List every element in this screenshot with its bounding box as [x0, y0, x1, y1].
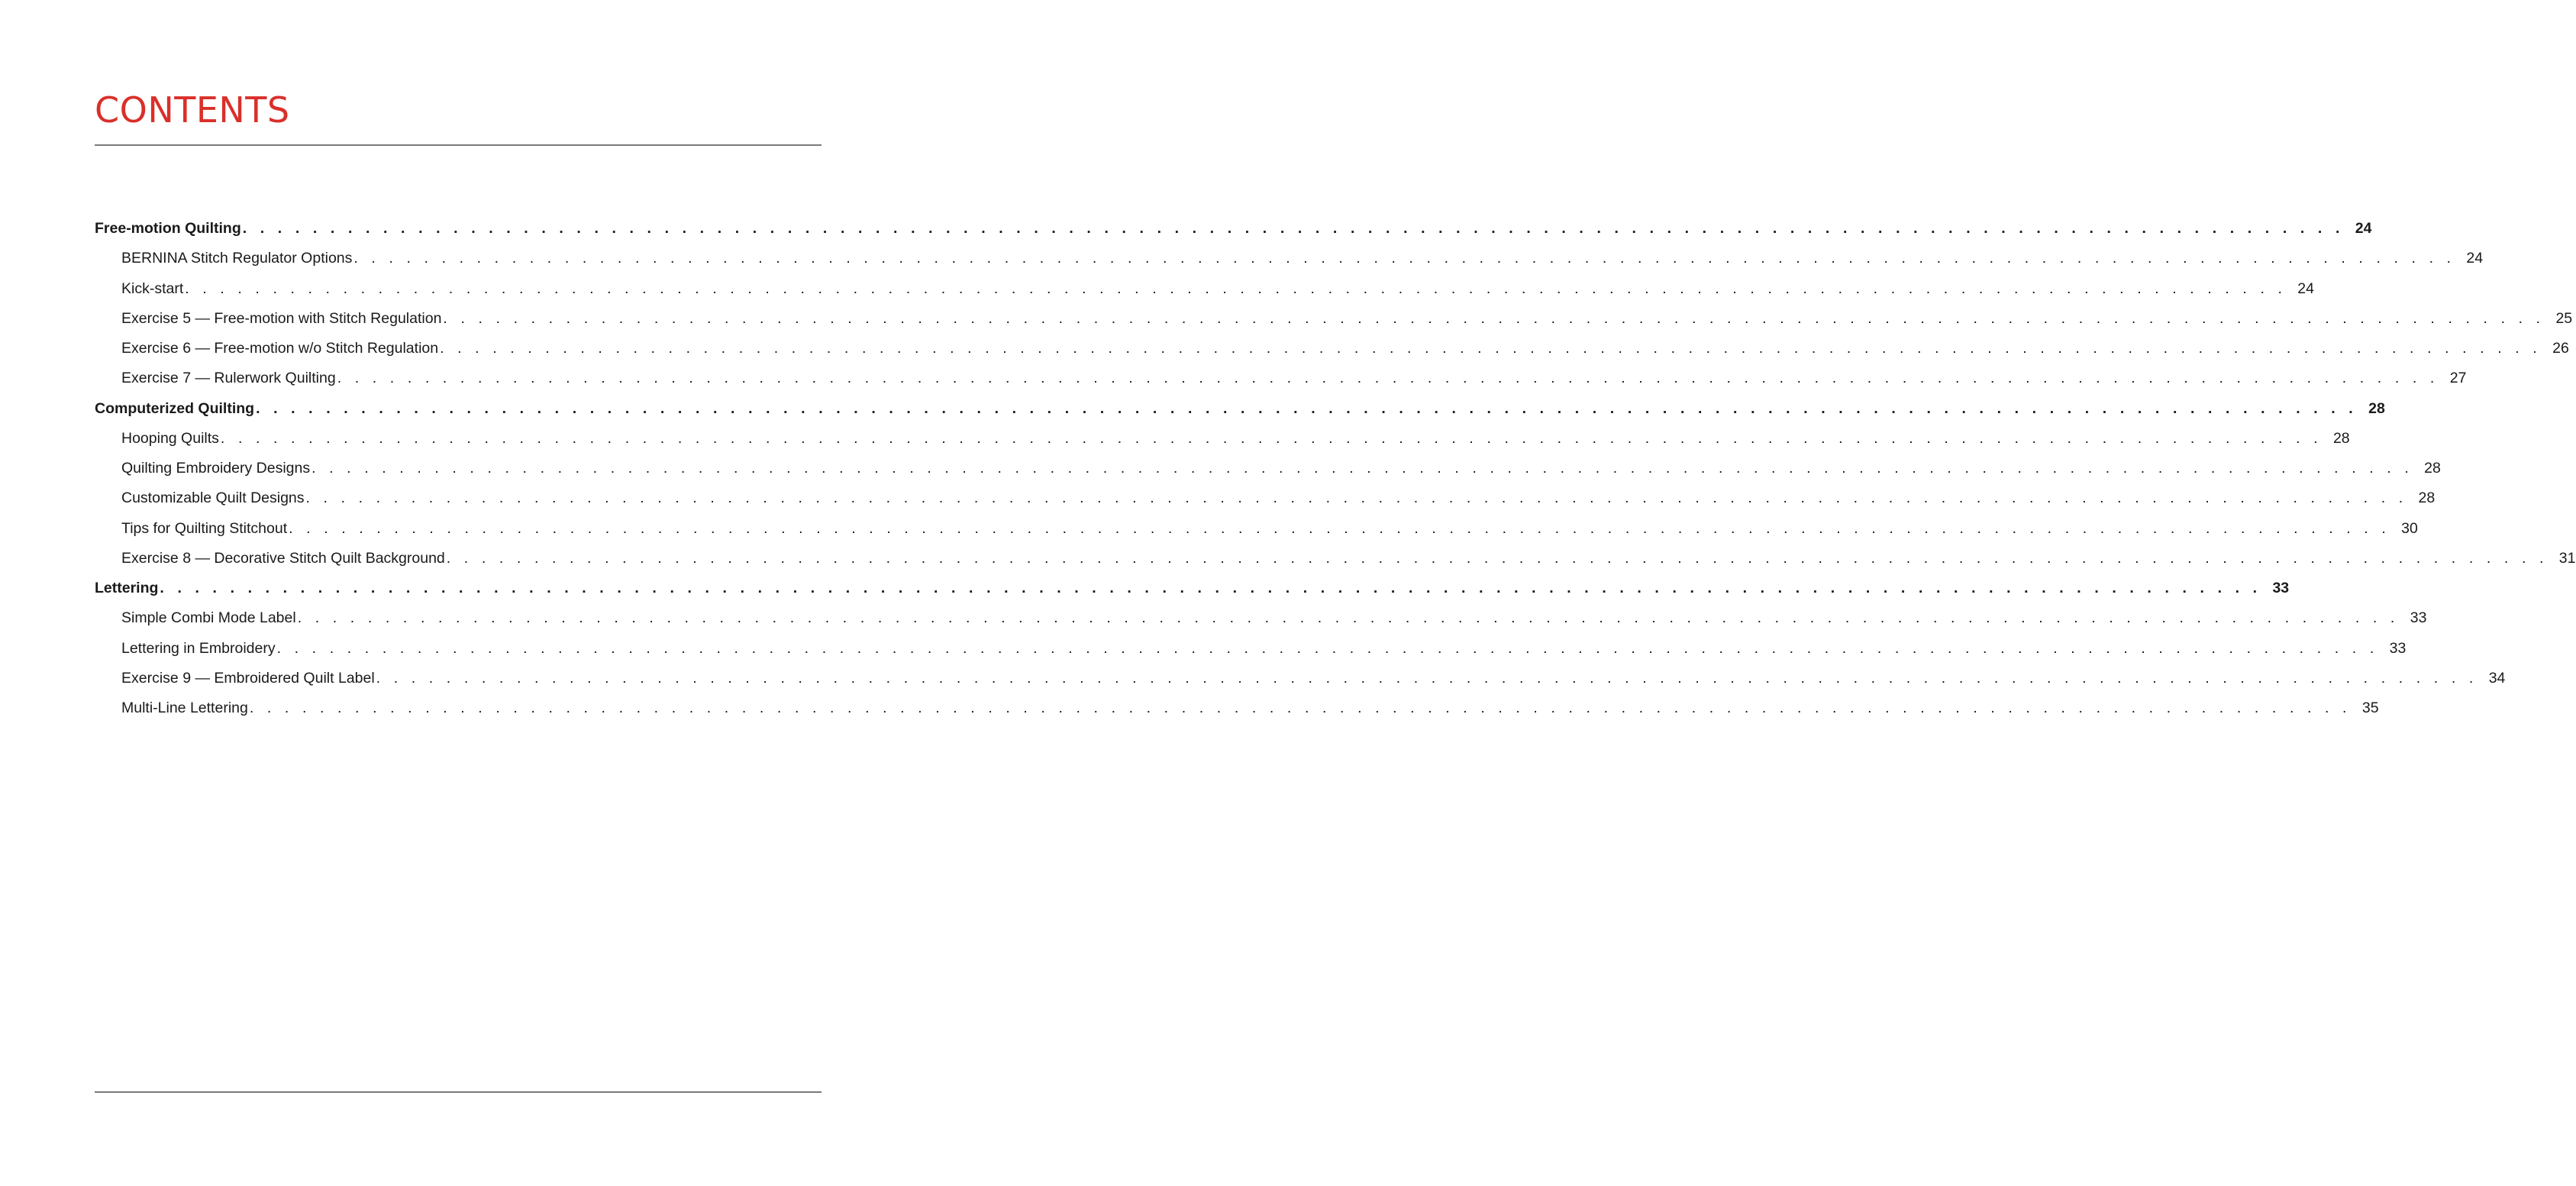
toc-entry-title: Hooping Quilts	[121, 429, 219, 447]
toc-entry-row[interactable]	[95, 364, 2467, 393]
toc-entry-title: Lettering in Embroidery	[121, 639, 276, 657]
toc-section-title: Computerized Quilting	[95, 399, 255, 417]
dot-leader: . . . . . . . . . . . . . . . . . . . . . . . . . . . . . . . . . . . . . . . . . . . . . . . . . . . . . . . . . . . . . . . . . . . . . . . . . . . . . . . . . . . . . . . . . . . . . . . . . . . . . . . . . . . . . . . . . . . . . . . .	[276, 639, 2379, 657]
toc-page-number: 34	[2488, 669, 2506, 687]
dot-leader: . . . . . . . . . . . . . . . . . . . . . . . . . . . . . . . . . . . . . . . . . . . . . . . . . . . . . . . . . . . . . . . . . . . . . . . . . . . . . . . . . . . . . . . . . . . . . . . . . . . . . . . . . . . . . . . . . . . . . . . .	[446, 549, 2549, 567]
toc-page-number: 24	[2297, 280, 2314, 297]
dot-leader: . . . . . . . . . . . . . . . . . . . . . . . . . . . . . . . . . . . . . . . . . . . . . . . . . . . . . . . . . . . . . . . . . . . . . . . . . . . . . . . . . . . . . . . . . . . . . . . . . . . . . . . . . . . . . . . . . . . . . . . .	[256, 399, 2358, 417]
dot-leader: . . . . . . . . . . . . . . . . . . . . . . . . . . . . . . . . . . . . . . . . . . . . . . . . . . . . . . . . . . . . . . . . . . . . . . . . . . . . . . . . . . . . . . . . . . . . . . . . . . . . . . . . . . . . . . . . . . . . . . . .	[337, 370, 2439, 387]
dot-leader: . . . . . . . . . . . . . . . . . . . . . . . . . . . . . . . . . . . . . . . . . . . . . . . . . . . . . . . . . . . . . . . . . . . . . . . . . . . . . . . . . . . . . . . . . . . . . . . . . . . . . . . . . . . . . . . . . . . . . . . .	[185, 280, 2287, 297]
toc-entry-title: Exercise 9 — Embroidered Quilt Label	[121, 669, 375, 687]
toc-entry-title: Kick-start	[121, 280, 184, 297]
toc-page-number: 33	[2410, 609, 2427, 627]
top-divider	[95, 144, 822, 146]
toc-entry-row[interactable]	[95, 454, 2441, 483]
toc-entry-row[interactable]	[95, 304, 2573, 334]
table-of-contents	[95, 214, 2576, 723]
toc-entry-title: Exercise 7 — Rulerwork Quilting	[121, 370, 336, 387]
toc-page-number: 28	[2424, 460, 2441, 477]
toc-entry-row[interactable]	[95, 514, 2418, 544]
toc-page-number: 31	[2558, 549, 2576, 567]
dot-leader: . . . . . . . . . . . . . . . . . . . . . . . . . . . . . . . . . . . . . . . . . . . . . . . . . . . . . . . . . . . . . . . . . . . . . . . . . . . . . . . . . . . . . . . . . . . . . . . . . . . . . . . . . . . . . . . . . . . . . . . .	[353, 250, 2456, 267]
dot-leader: . . . . . . . . . . . . . . . . . . . . . . . . . . . . . . . . . . . . . . . . . . . . . . . . . . . . . . . . . . . . . . . . . . . . . . . . . . . . . . . . . . . . . . . . . . . . . . . . . . . . . . . . . . . . . . . . . . . . . . . .	[443, 309, 2545, 327]
dot-leader: . . . . . . . . . . . . . . . . . . . . . . . . . . . . . . . . . . . . . . . . . . . . . . . . . . . . . . . . . . . . . . . . . . . . . . . . . . . . . . . . . . . . . . . . . . . . . . . . . . . . . . . . . . . . . . . . . . . . . . . .	[220, 429, 2323, 447]
toc-entry-title: Exercise 5 — Free-motion with Stitch Regulation	[121, 309, 442, 327]
toc-page-number: 26	[2552, 340, 2569, 357]
toc-entry-title: Quilting Embroidery Designs	[121, 460, 311, 477]
toc-section-title: Free-motion Quilting	[95, 220, 241, 238]
dot-leader: . . . . . . . . . . . . . . . . . . . . . . . . . . . . . . . . . . . . . . . . . . . . . . . . . . . . . . . . . . . . . . . . . . . . . . . . . . . . . . . . . . . . . . . . . . . . . . . . . . . . . . . . . . . . . . . . . . . . . . . .	[242, 220, 2345, 238]
toc-page-number: 35	[2361, 700, 2379, 717]
page-title: CONTENTS	[95, 89, 290, 131]
toc-page-number: 27	[2449, 370, 2467, 387]
toc-page-number: 28	[2418, 490, 2436, 507]
toc-entry-row[interactable]	[95, 544, 2576, 574]
toc-entry-title: BERNINA Stitch Regulator Options	[121, 250, 353, 267]
toc-entry-row[interactable]	[95, 244, 2484, 273]
toc-entry-row[interactable]	[95, 634, 2407, 664]
toc-page-number: 25	[2555, 309, 2573, 327]
dot-leader: . . . . . . . . . . . . . . . . . . . . . . . . . . . . . . . . . . . . . . . . . . . . . . . . . . . . . . . . . . . . . . . . . . . . . . . . . . . . . . . . . . . . . . . . . . . . . . . . . . . . . . . . . . . . . . . . . . . . . . . .	[249, 700, 2352, 717]
toc-page-number: 30	[2401, 519, 2418, 537]
toc-entry-row[interactable]	[95, 664, 2506, 693]
dot-leader: . . . . . . . . . . . . . . . . . . . . . . . . . . . . . . . . . . . . . . . . . . . . . . . . . . . . . . . . . . . . . . . . . . . . . . . . . . . . . . . . . . . . . . . . . . . . . . . . . . . . . . . . . . . . . . . . . . . . . . . .	[160, 580, 2262, 597]
toc-entry-title: Simple Combi Mode Label	[121, 609, 296, 627]
toc-page-number: 33	[2272, 580, 2290, 597]
toc-section-row[interactable]	[95, 574, 2290, 603]
toc-entry-row[interactable]	[95, 424, 2350, 454]
toc-page-number: 33	[2389, 639, 2407, 657]
dot-leader: . . . . . . . . . . . . . . . . . . . . . . . . . . . . . . . . . . . . . . . . . . . . . . . . . . . . . . . . . . . . . . . . . . . . . . . . . . . . . . . . . . . . . . . . . . . . . . . . . . . . . . . . . . . . . . . . . . . . . . . .	[289, 519, 2390, 537]
toc-entry-title: Customizable Quilt Designs	[121, 490, 305, 507]
toc-page-number: 28	[2332, 429, 2350, 447]
dot-leader: . . . . . . . . . . . . . . . . . . . . . . . . . . . . . . . . . . . . . . . . . . . . . . . . . . . . . . . . . . . . . . . . . . . . . . . . . . . . . . . . . . . . . . . . . . . . . . . . . . . . . . . . . . . . . . . . . . . . . . . .	[312, 460, 2413, 477]
toc-entry-title: Exercise 8 — Decorative Stitch Quilt Background	[121, 549, 445, 567]
toc-entry-title: Multi-Line Lettering	[121, 700, 248, 717]
toc-entry-row[interactable]	[95, 334, 2569, 364]
dot-leader: . . . . . . . . . . . . . . . . . . . . . . . . . . . . . . . . . . . . . . . . . . . . . . . . . . . . . . . . . . . . . . . . . . . . . . . . . . . . . . . . . . . . . . . . . . . . . . . . . . . . . . . . . . . . . . . . . . . . . . . .	[376, 669, 2478, 687]
toc-page-number: 24	[2466, 250, 2484, 267]
toc-page-number: 28	[2368, 399, 2385, 417]
toc-entry-row[interactable]	[95, 603, 2427, 633]
toc-entry-title: Exercise 6 — Free-motion w/o Stitch Regulation	[121, 340, 439, 357]
toc-entry-row[interactable]	[95, 483, 2436, 513]
toc-section-row[interactable]	[95, 394, 2385, 424]
toc-entry-row[interactable]	[95, 693, 2379, 723]
toc-entry-title: Tips for Quilting Stitchout	[121, 519, 288, 537]
toc-page-number: 24	[2355, 220, 2372, 238]
toc-section-title: Lettering	[95, 580, 159, 597]
toc-section-row[interactable]	[95, 214, 2372, 244]
toc-entry-row[interactable]	[95, 274, 2314, 304]
dot-leader: . . . . . . . . . . . . . . . . . . . . . . . . . . . . . . . . . . . . . . . . . . . . . . . . . . . . . . . . . . . . . . . . . . . . . . . . . . . . . . . . . . . . . . . . . . . . . . . . . . . . . . . . . . . . . . . . . . . . . . . .	[297, 609, 2400, 627]
bottom-divider	[95, 1091, 822, 1093]
dot-leader: . . . . . . . . . . . . . . . . . . . . . . . . . . . . . . . . . . . . . . . . . . . . . . . . . . . . . . . . . . . . . . . . . . . . . . . . . . . . . . . . . . . . . . . . . . . . . . . . . . . . . . . . . . . . . . . . . . . . . . . .	[305, 490, 2408, 507]
dot-leader: . . . . . . . . . . . . . . . . . . . . . . . . . . . . . . . . . . . . . . . . . . . . . . . . . . . . . . . . . . . . . . . . . . . . . . . . . . . . . . . . . . . . . . . . . . . . . . . . . . . . . . . . . . . . . . . . . . . . . . . .	[440, 340, 2542, 357]
